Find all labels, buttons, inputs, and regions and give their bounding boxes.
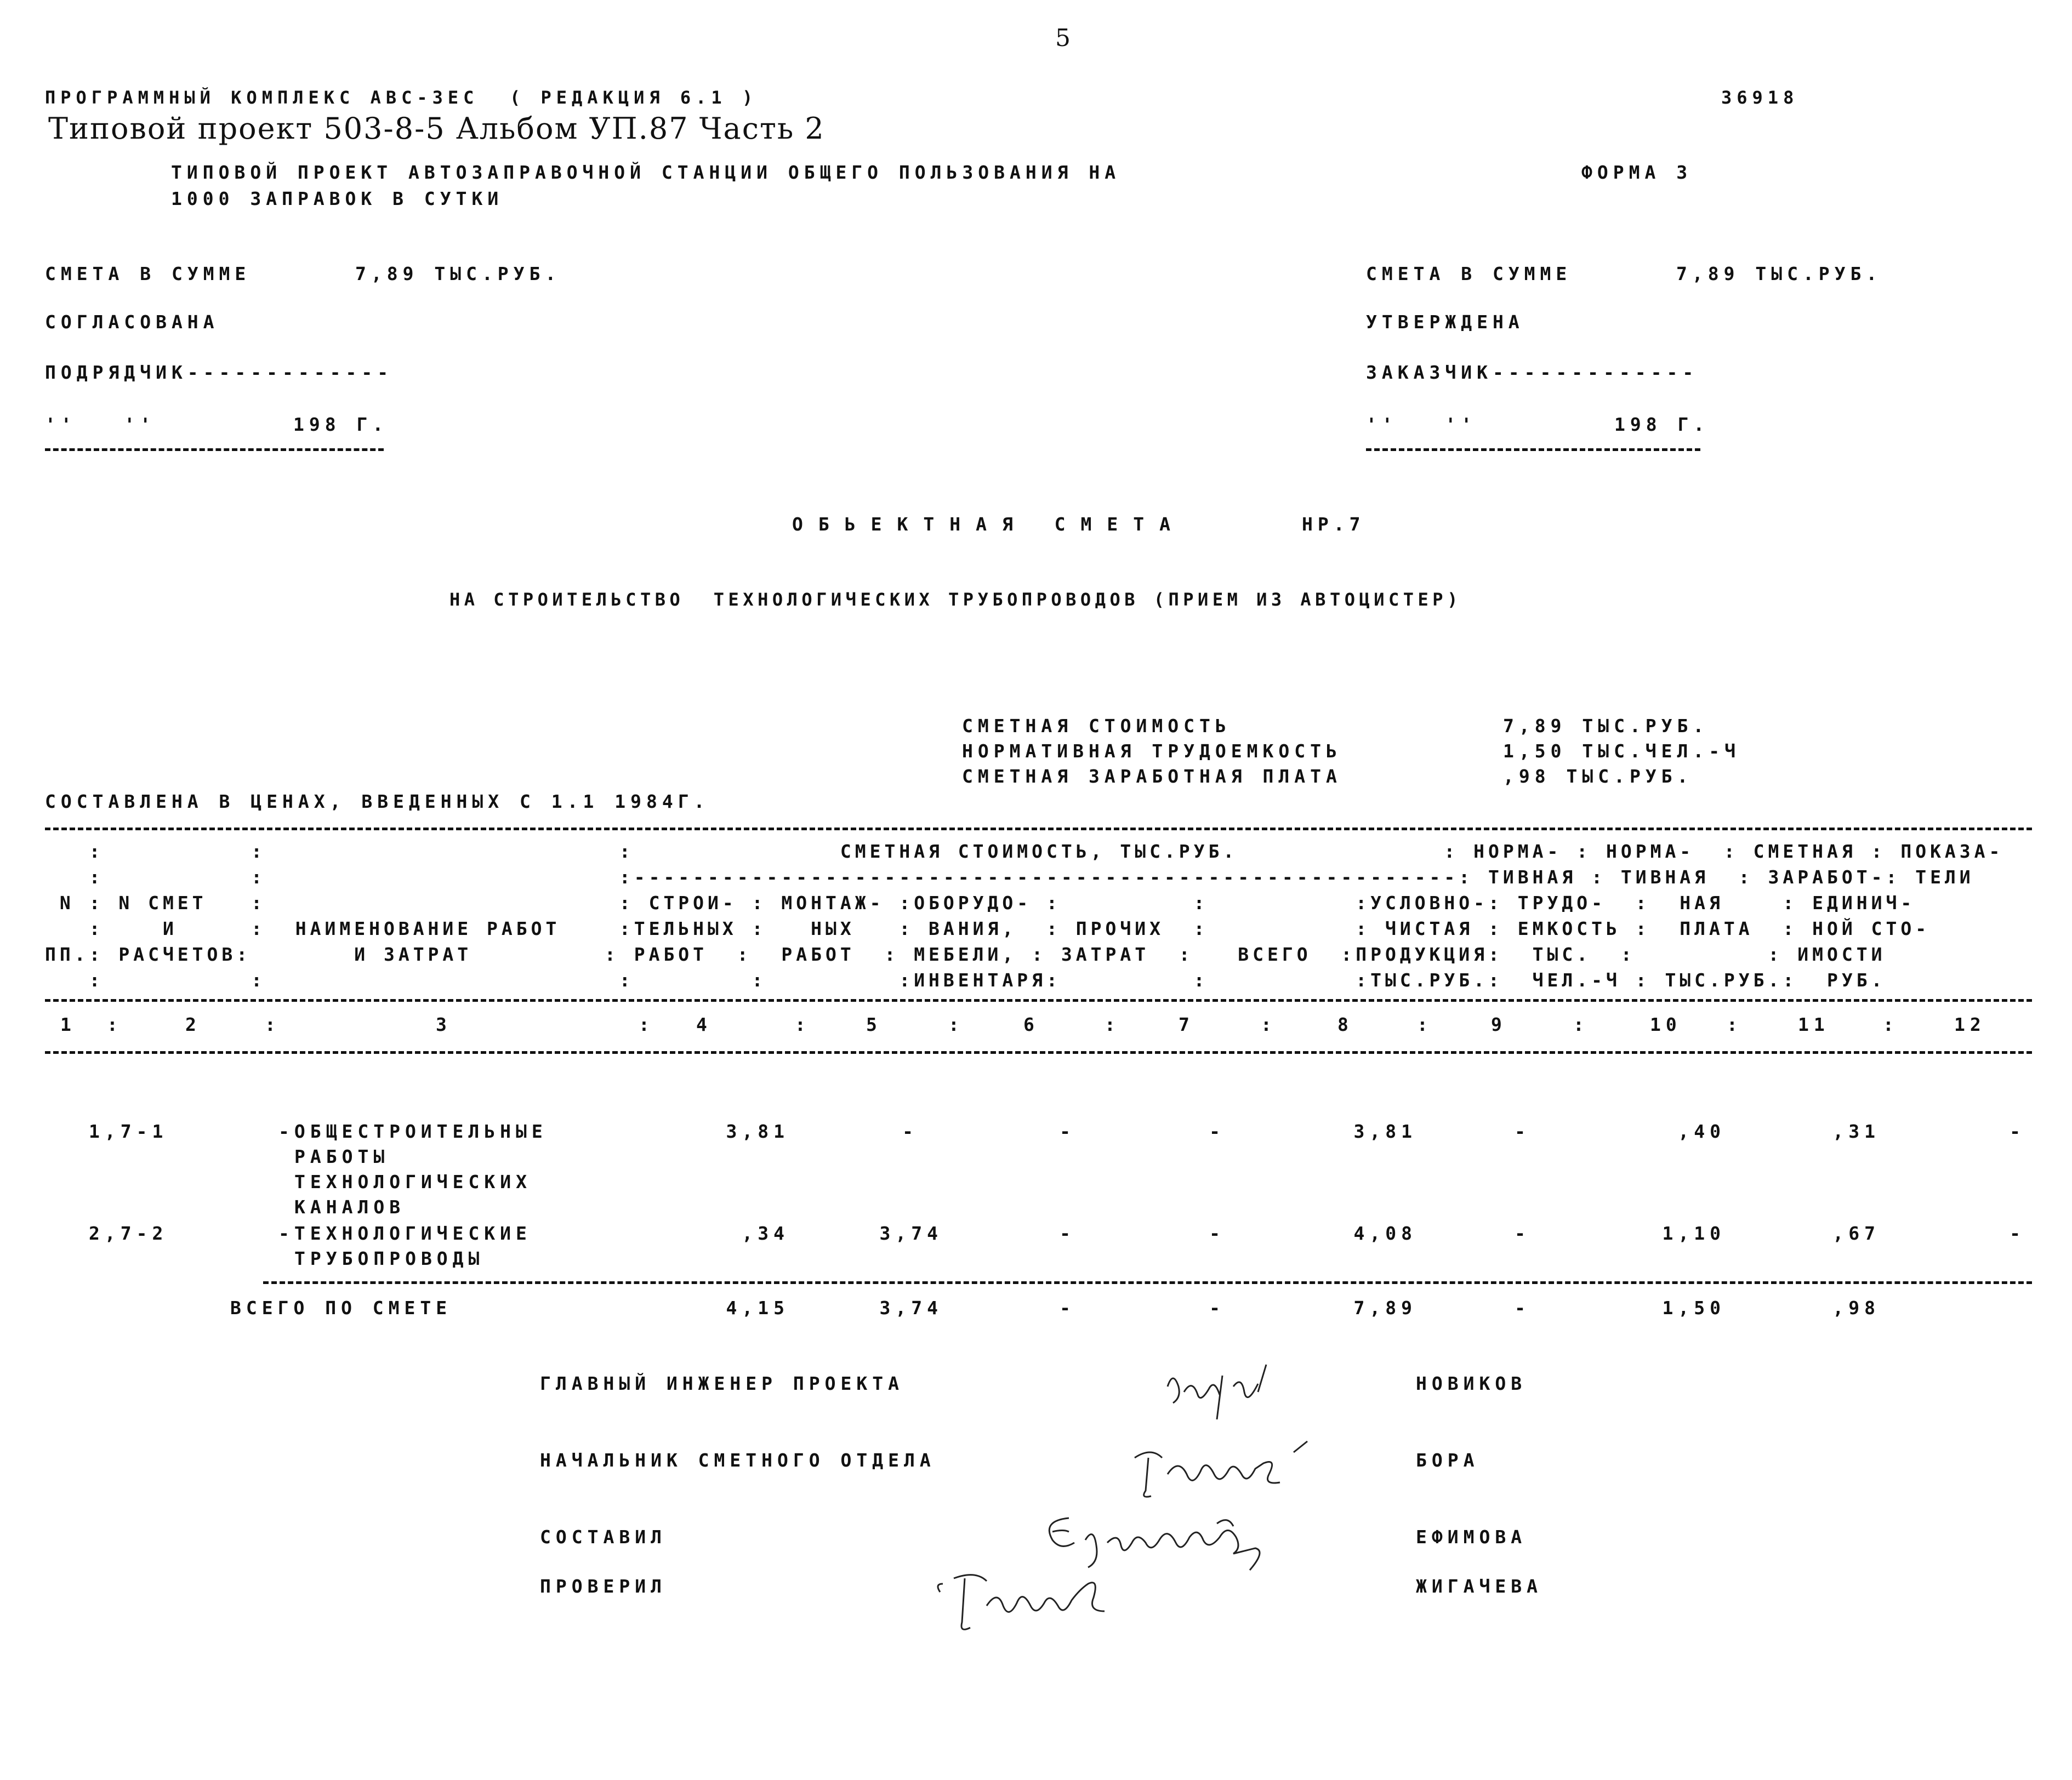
cell-labor: ,40 [1678,1121,1726,1142]
left-date-underline [45,448,384,451]
column-number: 3 [436,1014,452,1035]
total-total: 7,89 [1353,1297,1417,1319]
cell-installation: - [902,1121,918,1142]
cell-total: 4,08 [1353,1223,1417,1244]
column-number: 10 [1650,1014,1682,1035]
project-line: Типовой проект 503-8-5 Альбом УП.87 Часть 2 [48,111,825,146]
total-other: - [1209,1297,1225,1319]
cell-norm-production: - [1515,1121,1530,1142]
summary-value-labor: 1,50 ТЫС.ЧЕЛ.-Ч [1503,740,1741,762]
left-party: ПОДРЯДЧИК------------- [45,362,394,383]
page-number: 5 [1055,24,1071,52]
program-line: ПРОГРАММНЫЙ КОМПЛЕКС АВС-ЗЕС ( РЕДАКЦИЯ 6.1 ) [45,87,758,108]
signature-name: НОВИКОВ [1416,1373,1527,1394]
row-name-line: ТРУБОПРОВОДЫ [294,1248,485,1269]
table-header-line: : : : : :ИНВЕНТАРЯ: : :ТЫС.РУБ.: ЧЕЛ.-Ч : ТЫС.РУБ.: РУБ. [45,969,1886,991]
signature-name: ЖИГАЧЕВА [1416,1576,1542,1597]
total-norm-production: - [1515,1297,1530,1319]
cell-other: - [1209,1121,1225,1142]
right-party: ЗАКАЗЧИК------------- [1366,362,1699,383]
cell-construction: 3,81 [726,1121,789,1142]
table-top-rule [45,828,2032,830]
table-header-line: : И : НАИМЕНОВАНИЕ РАБОТ :ТЕЛЬНЫХ : НЫХ : ВАНИЯ, : ПРОЧИХ : : ЧИСТАЯ : ЕМКОСТЬ : ПЛАТА : НОЙ СТО- [45,918,1931,939]
row-num: 2,7-2 [89,1223,168,1244]
cell-equipment: - [1060,1223,1075,1244]
right-date-quotes: '' '' [1366,414,1477,435]
table-header-line: ПП.: РАСЧЕТОВ: И ЗАТРАТ : РАБОТ : РАБОТ : МЕБЕЛИ, : ЗАТРАТ : ВСЕГО :ПРОДУКЦИЯ: ТЫС. : : ИМОСТИ [45,944,1886,965]
row-name-line: РАБОТЫ [294,1146,390,1167]
right-status: УТВЕРЖДЕНА [1366,311,1524,333]
column-number: 4 [696,1014,712,1035]
header-bottom-rule [45,999,2032,1002]
cell-equipment: - [1060,1121,1075,1142]
total-label: ВСЕГО ПО СМЕТЕ [230,1297,452,1319]
cell-construction: ,34 [742,1223,789,1244]
summary-value-cost: 7,89 ТЫС.РУБ. [1503,715,1709,737]
column-number: 9 [1491,1014,1507,1035]
total-construction: 4,15 [726,1297,789,1319]
cell-other: - [1209,1223,1225,1244]
column-number: 7 [1179,1014,1194,1035]
total-wages: ,98 [1832,1297,1880,1319]
form-label: ФОРМА 3 [1581,162,1693,183]
table-header-line: : : : СМЕТНАЯ СТОИМОСТЬ, ТЫС.РУБ. : НОРМА- : НОРМА- : СМЕТНАЯ : ПОКАЗА- [45,841,2004,862]
handwritten-signature-checker [932,1562,1129,1652]
table-header-line: : : :--------------------------------------------------------: ТИВНАЯ : ТИВНАЯ : ЗАРАБОТ-: ТЕЛИ [45,866,1974,888]
column-number: 1 [60,1014,76,1035]
cell-installation: 3,74 [879,1223,943,1244]
left-date-year: 198 Г. [293,414,389,435]
signature-role: НАЧАЛЬНИК СМЕТНОГО ОТДЕЛА [540,1450,936,1471]
column-number: 2 [185,1014,201,1035]
column-number: 8 [1337,1014,1353,1035]
signature-role: СОСТАВИЛ [540,1526,667,1548]
project-name-line-2: 1000 ЗАПРАВОК В СУТКИ [171,188,504,209]
row-name-line: -ТЕХНОЛОГИЧЕСКИЕ [278,1223,532,1244]
column-number: 11 [1798,1014,1830,1035]
left-status: СОГЛАСОВАНА [45,311,219,333]
cell-total: 3,81 [1353,1121,1417,1142]
total-rule [263,1281,2032,1284]
right-date-underline [1366,448,1700,451]
row-name-line: -ОБЩЕСТРОИТЕЛЬНЫЕ [278,1121,548,1142]
right-date-year: 198 Г. [1614,414,1710,435]
handwritten-signature-chief-engineer [1157,1354,1294,1444]
document-title: ОБЬЕКТНАЯ СМЕТА [792,514,1186,535]
left-date-quotes: '' '' [45,414,156,435]
cell-unit-cost: - [2010,1121,2025,1142]
row-num: 1,7-1 [89,1121,168,1142]
left-sum-value: 7,89 ТЫС.РУБ. [355,263,561,284]
signature-name: БОРА [1416,1450,1479,1471]
cell-wages: ,67 [1832,1223,1880,1244]
summary-label-cost: СМЕТНАЯ СТОИМОСТЬ [962,715,1231,737]
column-number: 12 [1954,1014,1986,1035]
row-name-line: ТЕХНОЛОГИЧЕСКИХ [294,1171,532,1193]
right-sum-label: СМЕТА В СУММЕ [1366,263,1572,284]
document-subtitle: НА СТРОИТЕЛЬСТВО ТЕХНОЛОГИЧЕСКИХ ТРУБОПРОВОДОВ (ПРИЕМ ИЗ АВТОЦИСТЕР) [449,589,1462,610]
cell-labor: 1,10 [1662,1223,1726,1244]
summary-label-labor: НОРМАТИВНАЯ ТРУДОЕМКОСТЬ [962,740,1342,762]
estimate-number: НР.7 [1302,514,1365,535]
signature-role: ГЛАВНЫЙ ИНЖЕНЕР ПРОЕКТА [540,1373,904,1394]
column-number: 5 [866,1014,882,1035]
total-equipment: - [1060,1297,1075,1319]
signature-name: ЕФИМОВА [1416,1526,1527,1548]
left-sum-label: СМЕТА В СУММЕ [45,263,251,284]
summary-label-wages: СМЕТНАЯ ЗАРАБОТНАЯ ПЛАТА [962,766,1342,787]
project-name-line-1: ТИПОВОЙ ПРОЕКТ АВТОЗАПРАВОЧНОЙ СТАНЦИИ ОБЩЕГО ПОЛЬЗОВАНИЯ НА [171,162,1121,183]
cell-norm-production: - [1515,1223,1530,1244]
total-installation: 3,74 [879,1297,943,1319]
table-header-line: N : N СМЕТ : : СТРОИ- : МОНТАЖ- :ОБОРУДО- : : :УСЛОВНО-: ТРУДО- : НАЯ : ЕДИНИЧ- [45,892,1916,914]
table-header [45,838,2003,993]
column-number: 6 [1023,1014,1039,1035]
signature-role: ПРОВЕРИЛ [540,1576,667,1597]
summary-value-wages: ,98 ТЫС.РУБ. [1503,766,1693,787]
right-sum-value: 7,89 ТЫС.РУБ. [1676,263,1882,284]
row-name-line: КАНАЛОВ [294,1196,406,1218]
total-labor: 1,50 [1662,1297,1726,1319]
doc-number: 36918 [1721,87,1799,108]
prices-note: СОСТАВЛЕНА В ЦЕНАХ, ВВЕДЕННЫХ С 1.1 1984Г. [45,791,710,812]
cell-unit-cost: - [2010,1223,2025,1244]
column-number-rule [45,1051,2032,1054]
cell-wages: ,31 [1832,1121,1880,1142]
